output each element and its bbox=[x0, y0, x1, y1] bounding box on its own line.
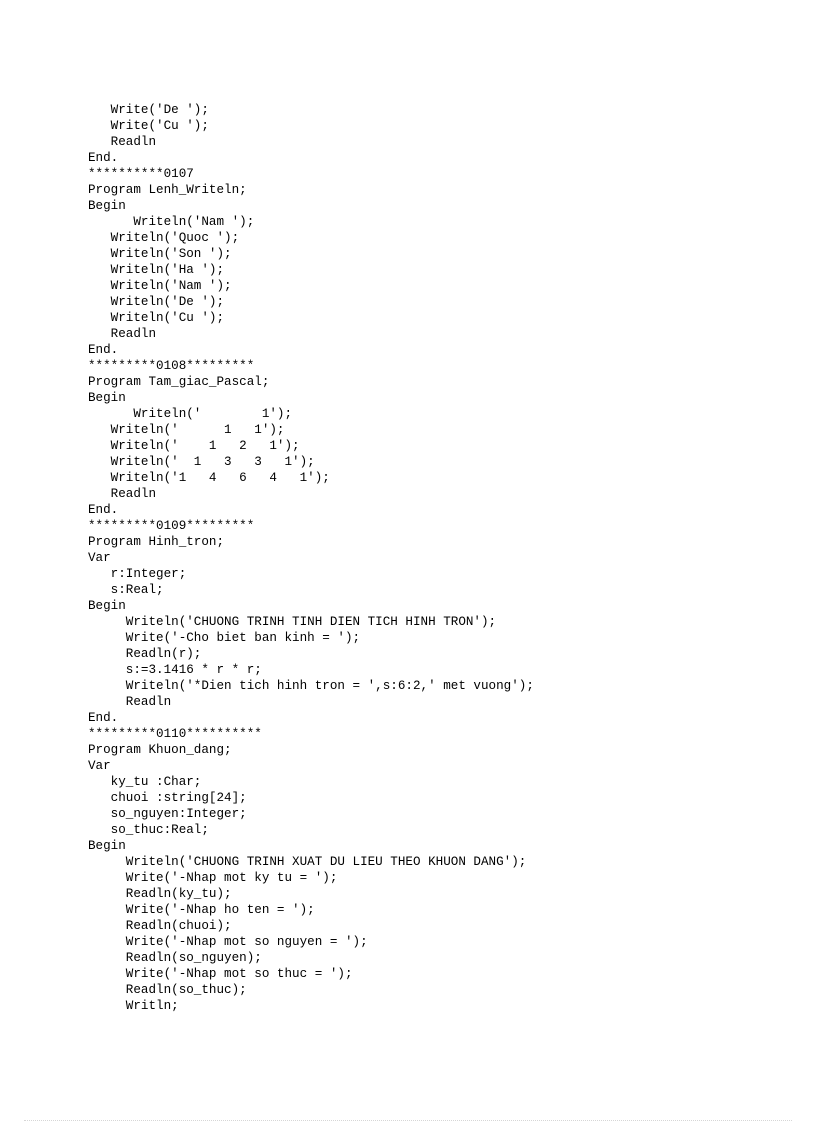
code-line: Begin bbox=[88, 839, 126, 853]
code-line: End. bbox=[88, 711, 119, 725]
code-line: Readln bbox=[88, 695, 172, 709]
code-line: Readln(r); bbox=[88, 647, 202, 661]
code-line: Writeln('CHUONG TRINH TINH DIEN TICH HINH TRON'); bbox=[88, 615, 497, 629]
code-line: s:=3.1416 * r * r; bbox=[88, 663, 262, 677]
code-line: Writeln('De '); bbox=[88, 295, 225, 309]
code-line: Write('De '); bbox=[88, 103, 209, 117]
code-line: ky_tu :Char; bbox=[88, 775, 202, 789]
code-line: Program Lenh_Writeln; bbox=[88, 183, 247, 197]
code-line: Writeln(' 1 3 3 1'); bbox=[88, 455, 315, 469]
code-line: Readln(chuoi); bbox=[88, 919, 232, 933]
page-bottom-divider bbox=[24, 1120, 792, 1121]
code-line: Writeln(' 1'); bbox=[88, 407, 293, 421]
code-line: Writeln('CHUONG TRINH XUAT DU LIEU THEO KHUON DANG'); bbox=[88, 855, 527, 869]
code-line: Writeln(' 1 2 1'); bbox=[88, 439, 300, 453]
code-line: Begin bbox=[88, 391, 126, 405]
code-line: Writeln('*Dien tich hinh tron = ',s:6:2,' met vuong'); bbox=[88, 679, 534, 693]
code-line: Readln(ky_tu); bbox=[88, 887, 232, 901]
code-line: Write('-Nhap ho ten = '); bbox=[88, 903, 315, 917]
code-line: Writeln('Nam '); bbox=[88, 279, 232, 293]
code-line: so_nguyen:Integer; bbox=[88, 807, 247, 821]
code-line: Var bbox=[88, 551, 111, 565]
code-line: Writeln('Cu '); bbox=[88, 311, 225, 325]
code-line: Writeln('Son '); bbox=[88, 247, 232, 261]
code-line: *********0109********* bbox=[88, 519, 255, 533]
code-line: *********0108********* bbox=[88, 359, 255, 373]
code-line: Write('Cu '); bbox=[88, 119, 209, 133]
code-line: Program Tam_giac_Pascal; bbox=[88, 375, 270, 389]
code-line: Writeln('Quoc '); bbox=[88, 231, 240, 245]
code-line: End. bbox=[88, 503, 119, 517]
code-line: Readln(so_thuc); bbox=[88, 983, 247, 997]
code-line: Var bbox=[88, 759, 111, 773]
code-line: Readln(so_nguyen); bbox=[88, 951, 262, 965]
code-line: End. bbox=[88, 343, 119, 357]
code-line: r:Integer; bbox=[88, 567, 187, 581]
code-line: Program Khuon_dang; bbox=[88, 743, 232, 757]
code-listing bbox=[88, 102, 788, 1014]
code-line: Writeln('Ha '); bbox=[88, 263, 225, 277]
code-line: End. bbox=[88, 151, 119, 165]
code-line: so_thuc:Real; bbox=[88, 823, 209, 837]
code-line: Writeln('Nam '); bbox=[88, 215, 255, 229]
code-line: Write('-Nhap mot so thuc = '); bbox=[88, 967, 353, 981]
code-line: Begin bbox=[88, 199, 126, 213]
code-line: Write('-Nhap mot ky tu = '); bbox=[88, 871, 338, 885]
code-line: Write('-Nhap mot so nguyen = '); bbox=[88, 935, 368, 949]
code-line: Readln bbox=[88, 487, 157, 501]
code-line: s:Real; bbox=[88, 583, 164, 597]
code-line: Readln bbox=[88, 135, 157, 149]
code-line: **********0107 bbox=[88, 167, 194, 181]
code-line: Writeln(' 1 1'); bbox=[88, 423, 285, 437]
code-line: *********0110********** bbox=[88, 727, 262, 741]
code-line: Program Hinh_tron; bbox=[88, 535, 225, 549]
code-line: Begin bbox=[88, 599, 126, 613]
code-line: Writln; bbox=[88, 999, 179, 1013]
code-line: Readln bbox=[88, 327, 157, 341]
code-line: Write('-Cho biet ban kinh = '); bbox=[88, 631, 361, 645]
code-line: chuoi :string[24]; bbox=[88, 791, 247, 805]
code-line: Writeln('1 4 6 4 1'); bbox=[88, 471, 330, 485]
